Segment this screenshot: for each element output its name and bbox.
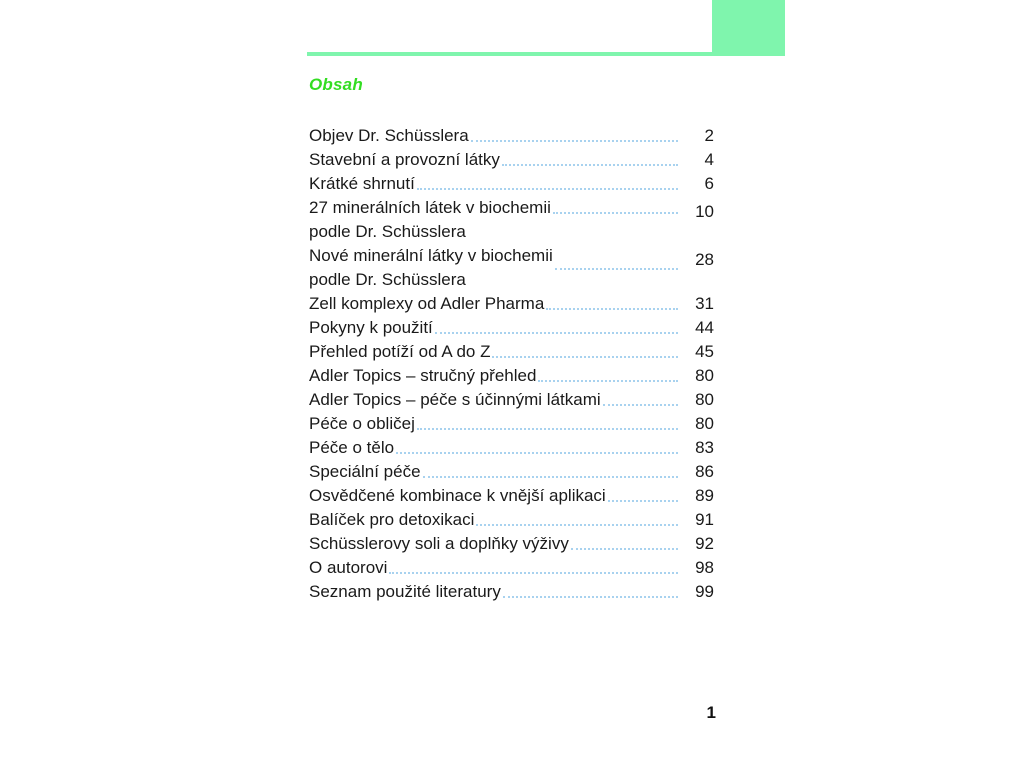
leader-dots <box>538 380 678 382</box>
leader-dots <box>435 332 678 334</box>
toc-entry-title: Osvědčené kombinace k vnější aplikaci <box>309 484 608 508</box>
toc-entry-title: Seznam použité literatury <box>309 580 503 604</box>
toc-entry[interactable] <box>309 556 714 580</box>
toc-entry-title: Zell komplexy od Adler Pharma <box>309 292 546 316</box>
leader-dots <box>396 452 678 454</box>
leader-dots <box>546 308 678 310</box>
toc-entry-title: Objev Dr. Schüsslera <box>309 124 471 148</box>
toc-entry[interactable] <box>309 244 714 292</box>
leader-dots <box>417 428 678 430</box>
toc-entry-title: Pokyny k použití <box>309 316 435 340</box>
toc-entry-page: 91 <box>695 510 714 529</box>
toc-entry[interactable] <box>309 508 714 532</box>
toc-entry[interactable] <box>309 580 714 604</box>
toc-entry-title: O autorovi <box>309 556 389 580</box>
toc-entry-title: Balíček pro detoxikaci <box>309 508 476 532</box>
toc-entry[interactable] <box>309 124 714 148</box>
leader-dots <box>603 404 678 406</box>
leader-dots <box>423 476 678 478</box>
toc-entry-title: Speciální péče <box>309 460 423 484</box>
leader-dots <box>492 356 678 358</box>
toc-entry[interactable] <box>309 436 714 460</box>
toc-entry[interactable] <box>309 364 714 388</box>
toc-entry[interactable] <box>309 172 714 196</box>
toc-entry-page: 80 <box>695 414 714 433</box>
corner-tab <box>712 0 785 56</box>
toc-entry[interactable] <box>309 484 714 508</box>
toc-entry[interactable] <box>309 412 714 436</box>
toc-entry-page: 45 <box>695 342 714 361</box>
toc-entry-title: Krátké shrnutí <box>309 172 417 196</box>
leader-dots <box>389 572 678 574</box>
toc-entry[interactable] <box>309 388 714 412</box>
toc-entry-title: Adler Topics – stručný přehled <box>309 364 538 388</box>
toc-entry-page: 99 <box>695 582 714 601</box>
toc-entry-title: Nové minerální látky v biochemii <box>309 244 555 268</box>
toc-entry-page: 10 <box>695 202 714 221</box>
leader-dots <box>417 188 678 190</box>
leader-dots <box>553 212 678 214</box>
toc-entry[interactable] <box>309 292 714 316</box>
toc-entry-title: Adler Topics – péče s účinnými látkami <box>309 388 603 412</box>
toc-entry[interactable] <box>309 532 714 556</box>
toc-entry[interactable] <box>309 196 714 244</box>
toc-entry[interactable] <box>309 340 714 364</box>
page-number: 1 <box>706 703 716 722</box>
toc-entry-page: 4 <box>704 150 714 169</box>
toc-entry-page: 83 <box>695 438 714 457</box>
leader-dots <box>476 524 678 526</box>
toc-entry-title-continued: podle Dr. Schüsslera <box>309 270 466 289</box>
toc-entry-page: 92 <box>695 534 714 553</box>
toc-entry-title-continued: podle Dr. Schüsslera <box>309 222 466 241</box>
toc-entry[interactable] <box>309 148 714 172</box>
toc-entry-page: 80 <box>695 390 714 409</box>
top-rule <box>307 52 785 56</box>
toc-entry-title: Péče o tělo <box>309 436 396 460</box>
leader-dots <box>471 140 678 142</box>
toc-list <box>309 124 714 604</box>
leader-dots <box>608 500 678 502</box>
toc-entry-page: 2 <box>704 126 714 145</box>
toc-entry-title: Stavební a provozní látky <box>309 148 502 172</box>
leader-dots <box>502 164 678 166</box>
leader-dots <box>503 596 678 598</box>
toc-entry-page: 80 <box>695 366 714 385</box>
toc-entry-page: 31 <box>695 294 714 313</box>
toc-entry[interactable] <box>309 460 714 484</box>
toc-entry-page: 86 <box>695 462 714 481</box>
toc-entry-page: 6 <box>704 174 714 193</box>
toc-entry-title: Schüsslerovy soli a doplňky výživy <box>309 532 571 556</box>
toc-entry-page: 28 <box>695 250 714 269</box>
toc-entry-page: 98 <box>695 558 714 577</box>
leader-dots <box>555 268 678 270</box>
toc-entry-page: 89 <box>695 486 714 505</box>
leader-dots <box>571 548 678 550</box>
toc-entry[interactable] <box>309 316 714 340</box>
toc-entry-page: 44 <box>695 318 714 337</box>
toc-entry-title: 27 minerálních látek v biochemii <box>309 196 553 220</box>
toc-heading: Obsah <box>309 75 363 94</box>
toc-entry-title: Péče o obličej <box>309 412 417 436</box>
toc-entry-title: Přehled potíží od A do Z <box>309 340 492 364</box>
